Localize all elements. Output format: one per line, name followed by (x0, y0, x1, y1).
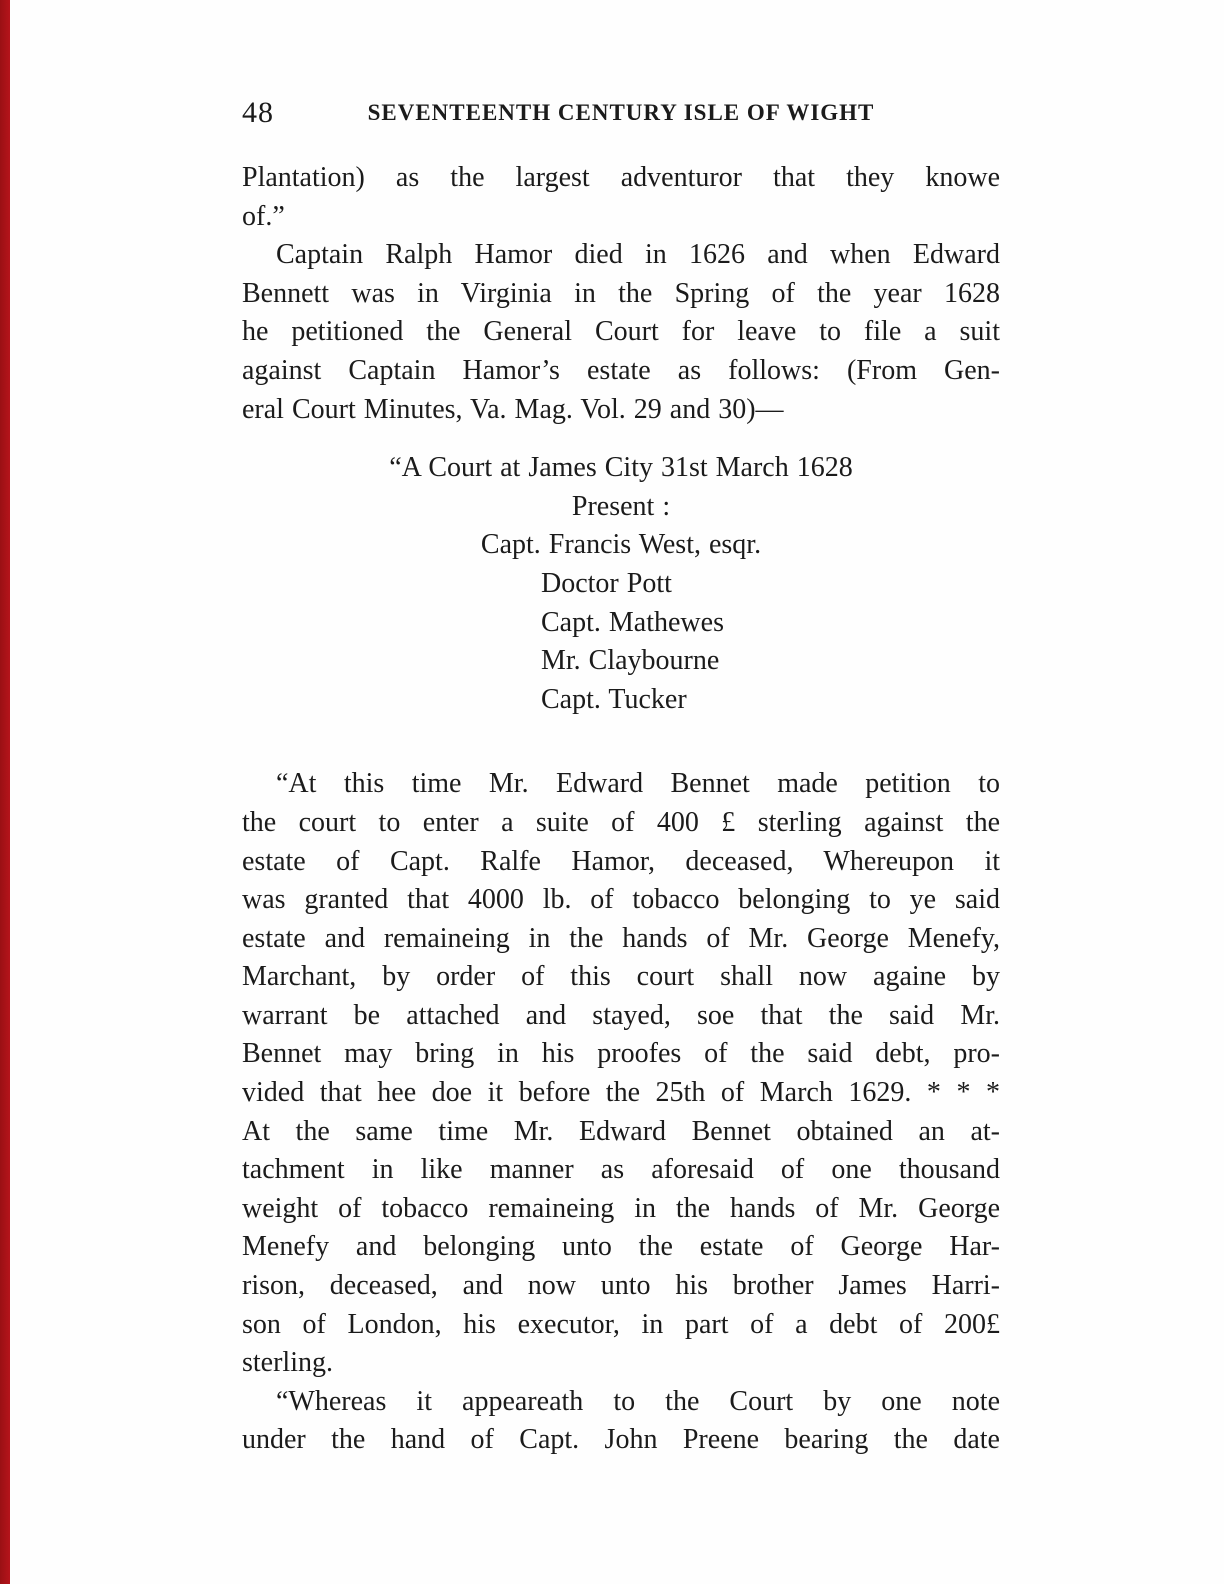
text-line: Bennett was in Virginia in the Spring of the year 1628 (242, 277, 1000, 309)
attendee-line: Mr. Claybourne (541, 645, 720, 677)
text-line: weight of tobacco remaineing in the hands of Mr. George (242, 1192, 1000, 1224)
text-line: eral Court Minutes, Va. Mag. Vol. 29 and 30)— (242, 393, 784, 425)
attendee-line: Capt. Mathewes (541, 606, 724, 638)
text-line: vided that hee doe it before the 25th of March 1629. * * * (242, 1077, 1000, 1109)
text-line: Marchant, by order of this court shall now againe by (242, 961, 1000, 993)
text-line: the court to enter a suite of 400 £ sterling against the (242, 806, 1000, 838)
text-line: estate and remaineing in the hands of Mr. George Menefy, (242, 922, 1000, 954)
court-heading-line: Present : (571, 490, 671, 522)
text-line: of.” (242, 200, 285, 232)
text-line: warrant be attached and stayed, soe that the said Mr. (242, 999, 1000, 1031)
text-line: rison, deceased, and now unto his brother James Harri- (242, 1270, 1000, 1302)
text-line: son of London, his executor, in part of a debt of 200£ (242, 1308, 1000, 1340)
text-line: under the hand of Capt. John Preene bearing the date (242, 1424, 1000, 1456)
court-heading-line: “A Court at James City 31st March 1628 (389, 452, 853, 484)
text-line: At the same time Mr. Edward Bennet obtained an at- (242, 1115, 1000, 1147)
text-line: Plantation) as the largest adventuror that they knowe (242, 162, 1000, 193)
attendee-line: Capt. Tucker (541, 683, 687, 715)
text-line: “At this time Mr. Edward Bennet made petition to (276, 768, 1000, 800)
page-number: 48 (242, 96, 274, 129)
text-line: Menefy and belonging unto the estate of George Har- (242, 1231, 1000, 1263)
text-line: sterling. (242, 1347, 333, 1379)
text-line: Bennet may bring in his proofes of the said debt, pro- (242, 1038, 1000, 1070)
text-line: against Captain Hamor’s estate as follows: (From Gen- (242, 354, 1000, 386)
text-line: he petitioned the General Court for leave to file a suit (242, 316, 1000, 348)
running-head: SEVENTEENTH CENTURY ISLE OF WIGHT (367, 100, 875, 125)
text-line: “Whereas it appeareath to the Court by one note (276, 1385, 1000, 1417)
attendee-line: Doctor Pott (541, 567, 672, 599)
page-header (242, 96, 1000, 130)
page-text (242, 159, 1000, 1460)
text-line: Captain Ralph Hamor died in 1626 and when Edward (276, 239, 1000, 271)
red-binding-edge (0, 0, 10, 1584)
court-heading-line: Capt. Francis West, esqr. (480, 529, 762, 561)
text-line: tachment in like manner as aforesaid of one thousand (242, 1154, 1000, 1186)
text-line: estate of Capt. Ralfe Hamor, deceased, Whereupon it (242, 845, 1000, 877)
text-line: was granted that 4000 lb. of tobacco belonging to ye said (242, 884, 1000, 916)
